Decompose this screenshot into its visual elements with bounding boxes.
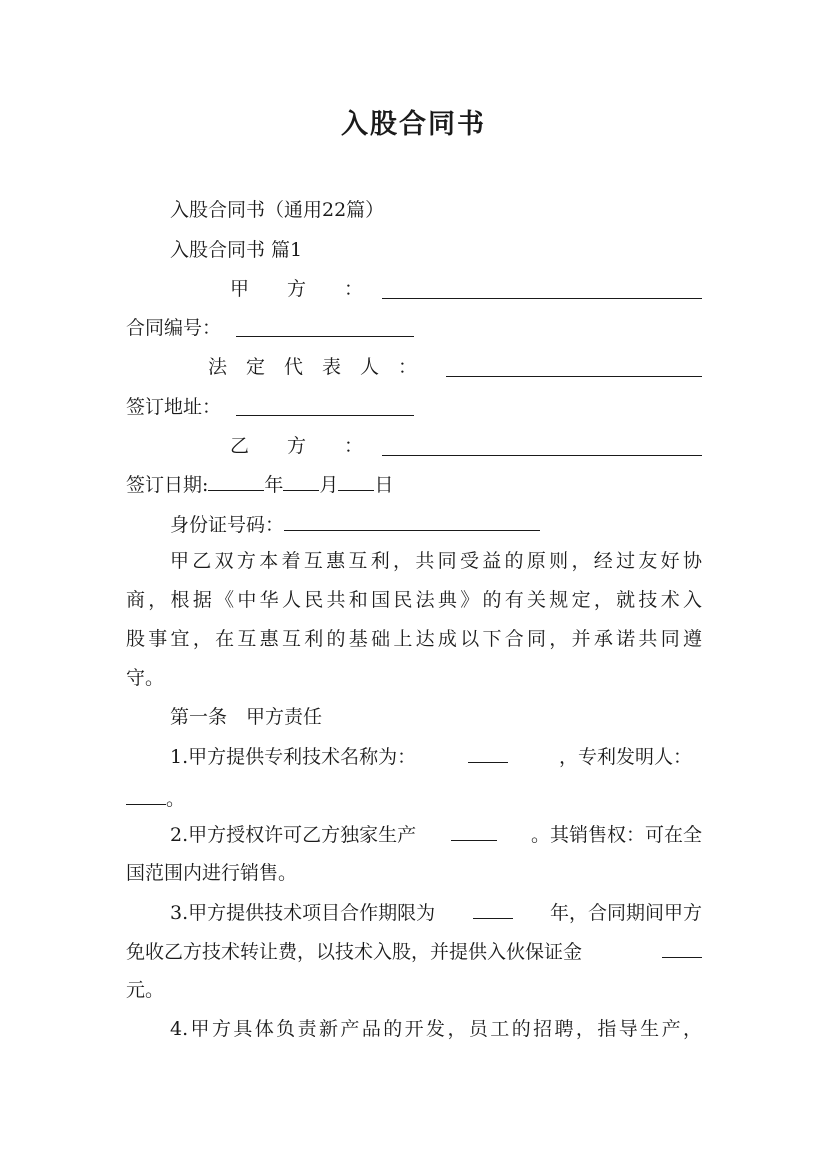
item-3-text-a: 3.甲方提供技术项目合作期限为 bbox=[170, 902, 436, 924]
item-1-line-1 bbox=[170, 744, 692, 769]
item-3-line-3: 元。 bbox=[126, 979, 165, 1001]
item-1-line-2 bbox=[126, 786, 185, 811]
section-heading: 入股合同书 篇1 bbox=[170, 239, 303, 261]
item-3-blank-b bbox=[662, 939, 702, 958]
party-b-blank bbox=[382, 437, 702, 456]
article-1-heading: 第一条 甲方责任 bbox=[170, 706, 323, 728]
party-b-label: 乙 方 ： bbox=[230, 435, 364, 457]
day-blank bbox=[338, 472, 374, 491]
sign-place-blank bbox=[236, 397, 414, 416]
sign-place-label: 签订地址： bbox=[126, 396, 222, 418]
item-3-text-b: 年，合同期间甲方 bbox=[549, 902, 702, 924]
id-no-label: 身份证号码： bbox=[170, 514, 285, 536]
item-2-text-a: 2.甲方授权许可乙方独家生产 bbox=[170, 824, 417, 846]
intro-line-3: 股事宜，在互惠互利的基础上达成以下合同，并承诺共同遵 bbox=[126, 628, 702, 650]
document-subtitle: 入股合同书（通用22篇） bbox=[170, 199, 385, 221]
year-char: 年 bbox=[264, 474, 284, 496]
id-no-line bbox=[170, 512, 540, 537]
intro-line-1: 甲乙双方本着互惠互利，共同受益的原则，经过友好协 bbox=[170, 550, 702, 572]
legal-rep-blank bbox=[446, 358, 702, 377]
intro-line-2: 商，根据《中华人民共和国民法典》的有关规定，就技术入 bbox=[126, 589, 702, 611]
contract-no-label: 合同编号： bbox=[126, 317, 222, 339]
year-blank bbox=[208, 472, 264, 491]
sign-date-label: 签订日期: bbox=[126, 474, 209, 496]
item-3-blank-a bbox=[473, 900, 513, 919]
document-title: 入股合同书 bbox=[341, 109, 486, 140]
id-no-blank bbox=[284, 512, 540, 531]
item-1-text-a: 1.甲方提供专利技术名称为： bbox=[170, 746, 417, 768]
sign-date-line bbox=[126, 472, 393, 497]
item-3-text-c: 免收乙方技术转让费，以技术入股，并提供入伙保证金 bbox=[126, 941, 583, 963]
item-3-line-1 bbox=[170, 900, 702, 925]
item-2-line-1 bbox=[170, 822, 702, 847]
intro-line-4: 守。 bbox=[126, 667, 165, 689]
item-1-text-b: ，专利发明人： bbox=[558, 746, 692, 768]
item-1-text-c: 。 bbox=[166, 788, 186, 810]
month-blank bbox=[283, 472, 319, 491]
day-char: 日 bbox=[374, 474, 394, 496]
legal-rep-label: 法 定 代 表 人 ： bbox=[208, 356, 418, 378]
item-4-line-1: 4.甲方具体负责新产品的开发，员工的招聘，指导生产， bbox=[170, 1018, 702, 1040]
month-char: 月 bbox=[319, 474, 339, 496]
item-1-blank-b bbox=[126, 786, 166, 805]
party-a-blank bbox=[382, 280, 702, 299]
item-1-blank-a bbox=[468, 744, 508, 763]
item-3-line-2 bbox=[126, 939, 702, 964]
item-2-blank bbox=[451, 822, 497, 841]
party-a-label: 甲 方 ： bbox=[230, 278, 364, 300]
item-2-text-b: 。其销售权：可在全 bbox=[530, 824, 702, 846]
item-2-line-2: 国范围内进行销售。 bbox=[126, 862, 298, 884]
contract-no-blank bbox=[236, 318, 414, 337]
